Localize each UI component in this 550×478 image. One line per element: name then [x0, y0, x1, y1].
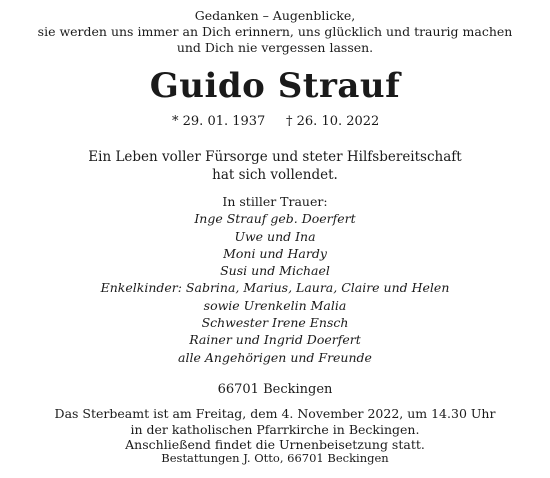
- poem-line: Gedanken – Augenblicke,: [194, 8, 356, 23]
- city-line: 66701 Beckingen: [217, 381, 333, 397]
- mourner-entry: Enkelkinder: Sabrina, Marius, Laura, Claire und Helen: [100, 280, 450, 296]
- mourners-list: [0, 193, 550, 366]
- mourner-entry: Inge Strauf geb. Doerfert: [194, 211, 356, 227]
- poem-line: sie werden uns immer an Dich erinnern, uns glücklich und traurig machen: [37, 24, 513, 39]
- mourner-entry: sowie Urenkelin Malia: [203, 297, 347, 313]
- mourner-entry: Susi und Michael: [220, 263, 330, 279]
- mourners-heading: In stiller Trauer:: [222, 194, 328, 209]
- mourner-entry: alle Angehörigen und Freunde: [178, 349, 372, 365]
- poem-line: und Dich nie vergessen lassen.: [176, 40, 374, 55]
- birth-date: * 29. 01. 1937: [172, 114, 266, 129]
- undertaker-line: Bestattungen J. Otto, 66701 Beckingen: [161, 451, 389, 465]
- death-date: † 26. 10. 2022: [286, 114, 380, 129]
- mourner-entry: Rainer und Ingrid Doerfert: [189, 332, 361, 348]
- service-line: Das Sterbeamt ist am Freitag, dem 4. November 2022, um 14.30 Uhr: [54, 405, 496, 421]
- poem-block: [0, 0, 550, 56]
- deceased-name: Guido Strauf: [149, 66, 401, 106]
- tribute-text: [0, 148, 550, 184]
- life-dates: [0, 114, 550, 134]
- mourner-entry: Uwe und Ina: [234, 228, 316, 244]
- service-info: [0, 406, 550, 453]
- mourner-entry: Moni und Hardy: [223, 245, 327, 261]
- service-line: Anschließend findet die Urnenbeisetzung statt.: [125, 437, 425, 453]
- service-line: in der katholischen Pfarrkirche in Beckingen.: [130, 421, 420, 437]
- mourner-entry: Schwester Irene Ensch: [201, 315, 349, 331]
- tribute-line: hat sich vollendet.: [212, 167, 338, 183]
- tribute-line: Ein Leben voller Fürsorge und steter Hilfsbereitschaft: [88, 149, 462, 165]
